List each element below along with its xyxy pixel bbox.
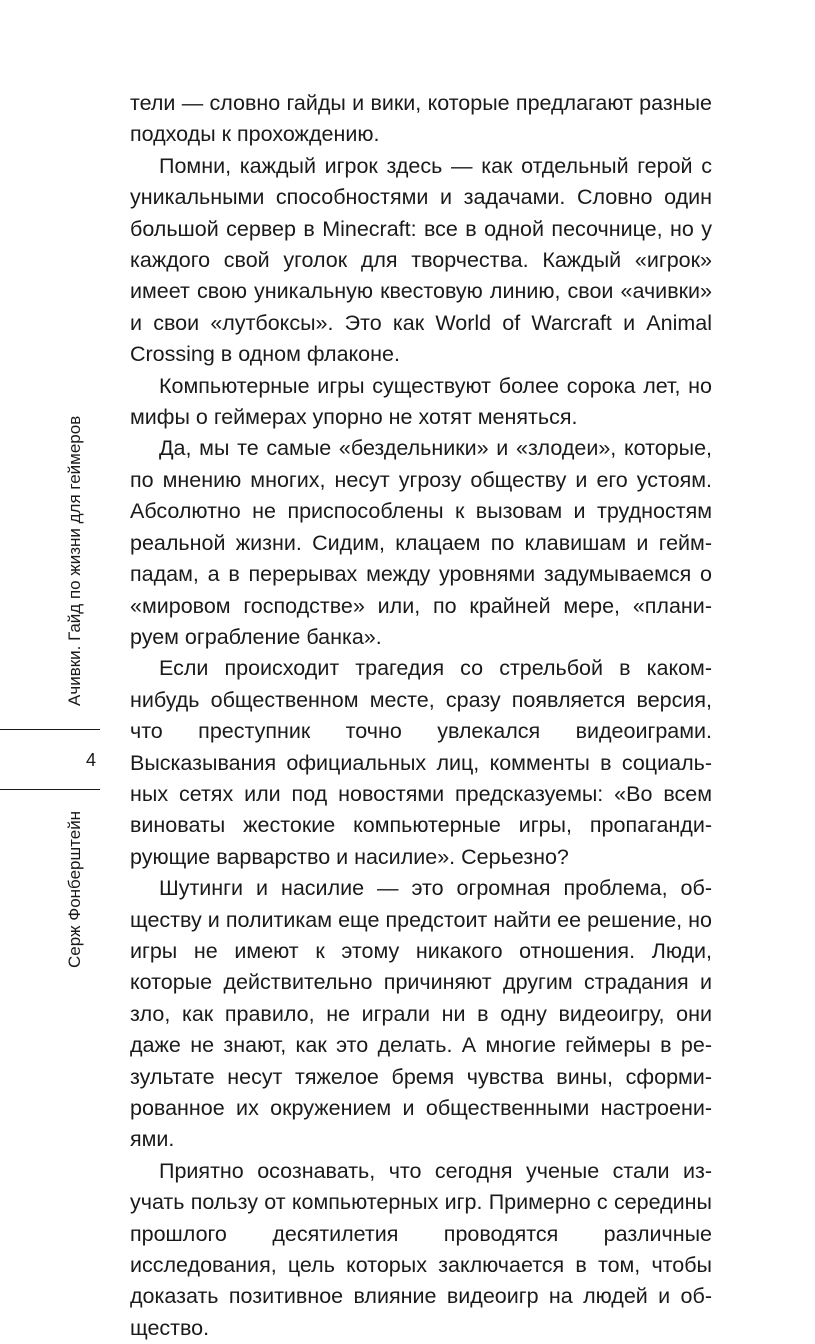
paragraph: Приятно осознавать, что сегодня ученые стали изучать пользу от компьютерных игр. Примерно с середины прошлого десятилетия проводятся различные исследования, цель которых заключается в том, чтобы доказать позитивное влияние видеоигр на людей и общество. [130, 1158, 712, 1340]
paragraph: тели — словно гайды и вики, которые предлагают разные подходы к прохождению. [130, 91, 712, 147]
paragraph: Да, мы те самые «бездельники» и «злодеи», которые, по мнению многих, несут угрозу обществу и его устоям. Абсолютно не приспособлены к вызовам и трудностям реальной жизни. Сидим, клацаем по клавишам и геймпадам, а в перерывах между уровнями задумываемся о «мировом господстве» или, по крайней мере, «планируем ограбление банка». [130, 436, 712, 649]
paragraph: Если происходит трагедия со стрельбой в каком-нибудь общественном месте, сразу появляется версия, что преступник точно увлекался видеоиграми. Высказывания официальных лиц, комменты в социальных сетях или под новостями предсказуемы: «Во всем виноваты жестокие компьютерные игры, пропагандирующие варварство и насилие». Серьезно? [130, 656, 712, 869]
body-text [130, 88, 712, 1344]
paragraph: Компьютерные игры существуют более сорока лет, но мифы о геймерах упорно не хотят меняться. [130, 373, 712, 430]
margin-divider-bottom [0, 789, 100, 790]
page-margin-rail [0, 0, 110, 1252]
page-number: 4 [86, 750, 97, 770]
paragraph: Помни, каждый игрок здесь — как отдельный герой с уникальными способностями и задачами. Словно один большой сервер в Minecraft: все в одной песочнице, но у каждого свой уголок для творчества. Каждый «игрок» имеет свою уникальную квестовую линию, свои «ачивки» и свои «лутбоксы». Это как World of Warcraft и Animal Crossing в одном флаконе. [130, 153, 712, 367]
running-header-author: Серж Фонберштейн [65, 810, 84, 968]
paragraph: Шутинги и насилие — это огромная проблема, обществу и политикам еще предстоит найти ее решение, но игры не имеют к этому никакого отношения. Люди, которые действительно причиняют другим страдания и зло, как правило, не играли ни в одну видеоигру, они даже не знают, как это делать. А многие геймеры в результате несут тяжелое бремя чувства вины, сформированное их окружением и общественными настроениями. [130, 876, 712, 1152]
margin-divider-top [0, 729, 100, 730]
running-header-book-title: Ачивки. Гайд по жизни для геймеров [65, 415, 84, 706]
